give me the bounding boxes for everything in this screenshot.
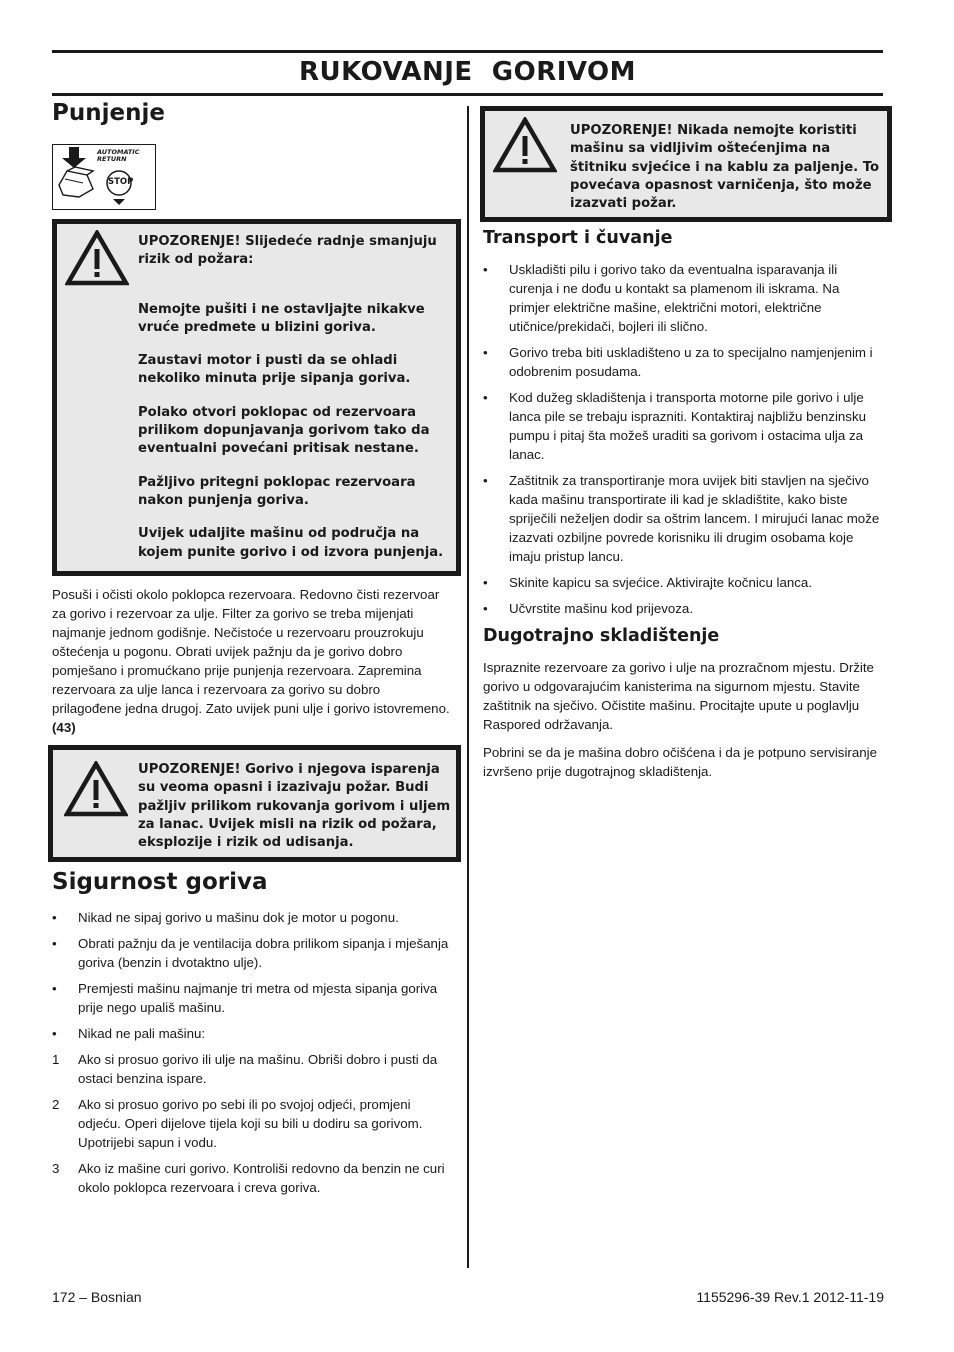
figure-reference: (43) xyxy=(52,720,76,735)
fuel-safety-list xyxy=(52,908,452,1204)
fuel-hazard-warning-box xyxy=(48,745,461,862)
column-divider xyxy=(467,106,469,1268)
header-top-rule xyxy=(52,50,883,53)
list-item: • Zaštitnik za transportiranje mora uvijek biti stavljen na sječivo kada mašinu transportirate ili kad je skladištite, kako biste spriječili neželjen dodir sa oštrim lancem. I mirujući lanac može izazvati ozbiljne povrede korisniku ili drugim osobama koje imaju pristup lancu. xyxy=(483,473,880,564)
warning-item: Uvijek udaljite mašinu od područja na kojem punite gorivo i od izvora punjenja. xyxy=(138,526,444,560)
list-item: • Uskladišti pilu i gorivo tako da eventualna isparavanja ili curenja i ne dođu u kontakt sa plamenom ili iskrama. Na primjer električne mašine, električni motori, električne utičnice/prekidači, bojleri ili slično. xyxy=(483,262,840,334)
fill-instructions-paragraph xyxy=(52,585,452,737)
warning-triangle-icon xyxy=(64,761,128,817)
numbered-item: 3 Ako iz mašine curi gorivo. Kontroliši redovno da benzin ne curi okolo poklopca rezervoara i creva goriva. xyxy=(52,1161,445,1195)
pictogram-label: AUTOMATIC RETURN xyxy=(97,148,140,163)
list-item: • Učvrstite mašinu kod prijevoza. xyxy=(483,601,694,616)
document-id: 1155296-39 Rev.1 2012-11-19 xyxy=(696,1289,884,1305)
storage-paragraph: Ispraznite rezervoare za gorivo i ulje na prozračnom mjestu. Držite gorivo u odgovarajućim kanisterima na sigurnom mjestu. Stavite zaštitnik na sječivo. Očistite mašinu. Procitajte upute u poglavlju Raspored održavanja. xyxy=(483,660,874,732)
fuel-hazard-warning-text: UPOZORENJE! Gorivo i njegova isparenja su veoma opasni i izazivaju požar. Budi pažljiv prilikom rukovanja gorivom i uljem za lanac. Uvijek misli na rizik od požara, eksplozije i rizik od udisanja. xyxy=(138,762,451,851)
warning-item: Polako otvori poklopac od rezervoara prilikom dopunjavanja gorivom tako da eventualni povećani pritisak nestane. xyxy=(138,404,430,457)
page-title: RUKOVANJE GORIVOM xyxy=(298,57,637,87)
warning-intro: UPOZORENJE! Slijedeće radnje smanjuju rizik od požara: xyxy=(138,234,437,268)
section-heading-transport: Transport i čuvanje xyxy=(483,228,673,248)
warning-item: Nemojte pušiti i ne ostavljajte nikakve vruće predmete u blizini goriva. xyxy=(138,301,425,335)
spark-plug-warning-text: UPOZORENJE! Nikada nemojte koristiti mašinu sa vidljivim oštećenjima na štitniku svjećice i na kablu za paljenje. To povećava opasnost varničenja, što može izazvati požar. xyxy=(570,123,880,212)
page-number: 172 – Bosnian xyxy=(52,1289,142,1305)
header-bottom-rule xyxy=(52,93,883,96)
fuel-fill-stop-pictogram xyxy=(52,144,156,210)
list-item: • Nikad ne pali mašinu: xyxy=(52,1026,206,1041)
numbered-item: 2 Ako si prosuo gorivo po sebi ili po svojoj odjeći, promjeni odjeću. Operi dijelove tijela koji su bili u dodiru sa gorivom. Upotrijebi sapun i vodu. xyxy=(52,1097,423,1150)
section-heading-punjenje: Punjenje xyxy=(52,100,165,126)
numbered-item: 1 Ako si prosuo gorivo ili ulje na mašinu. Obriši dobro i pusti da ostaci benzina ispare. xyxy=(52,1052,438,1086)
section-heading-fuel-safety: Sigurnost goriva xyxy=(52,869,268,895)
stop-label: STOP xyxy=(108,177,134,187)
warning-item: Pažljivo pritegni poklopac rezervoara nakon punjenja goriva. xyxy=(138,474,416,508)
warning-item: Zaustavi motor i pusti da se ohladi nekoliko minuta prije sipanja goriva. xyxy=(138,353,411,387)
list-item: • Gorivo treba biti uskladišteno u za to specijalno namjenjenim i odobrenim posudama. xyxy=(483,345,873,379)
fill-instructions-text: Posuši i očisti okolo poklopca rezervoara. Redovno čisti rezervoar za gorivo i rezervoar za ulje. Filter za gorivo se treba mijenjati najmanje jednom godišnje. Nečistoće u rezervoaru prouzrokuju oštećenja u pogonu. Obrati uvijek pažnju da je gorivo dobro pomješano i promućkano prije punjenja rezervoara. Zapremina rezervoara za ulje lanca i rezervoara za gorivo su dobro prilagođene jedna drugoj. Zato uvijek puni ulje i gorivo istovremeno. xyxy=(52,587,450,716)
warning-triangle-icon xyxy=(493,117,557,173)
fire-risk-warning-text xyxy=(138,233,452,562)
spark-plug-warning-box xyxy=(480,106,892,222)
list-item: • Obrati pažnju da je ventilacija dobra prilikom sipanja i mješanja goriva (benzin i dvotaktno ulje). xyxy=(52,936,449,970)
list-item: • Skinite kapicu sa svjećice. Aktivirajte kočnicu lanca. xyxy=(483,575,813,590)
list-item: • Kod dužeg skladištenja i transporta motorne pile gorivo i ulje lanca pile se trebaju isprazniti. Kontaktiraj najbližu benzinsku pumpu i pitaj šta možeš uraditi sa gorivom i ostacima ulja za lanac. xyxy=(483,390,866,462)
storage-paragraphs xyxy=(483,658,883,790)
list-item: • Premjesti mašinu najmanje tri metra od mjesta sipanja goriva prije nego upališ mašinu. xyxy=(52,981,438,1015)
transport-list xyxy=(483,260,883,625)
storage-paragraph: Pobrini se da je mašina dobro očišćena i da je potpuno servisiranje izvršeno prije dugotrajnog skladištenja. xyxy=(483,745,877,779)
section-heading-long-term-storage: Dugotrajno skladištenje xyxy=(483,626,720,646)
fire-risk-warning-box xyxy=(52,219,461,576)
list-item: • Nikad ne sipaj gorivo u mašinu dok je motor u pogonu. xyxy=(52,910,399,925)
warning-triangle-icon xyxy=(65,230,129,286)
